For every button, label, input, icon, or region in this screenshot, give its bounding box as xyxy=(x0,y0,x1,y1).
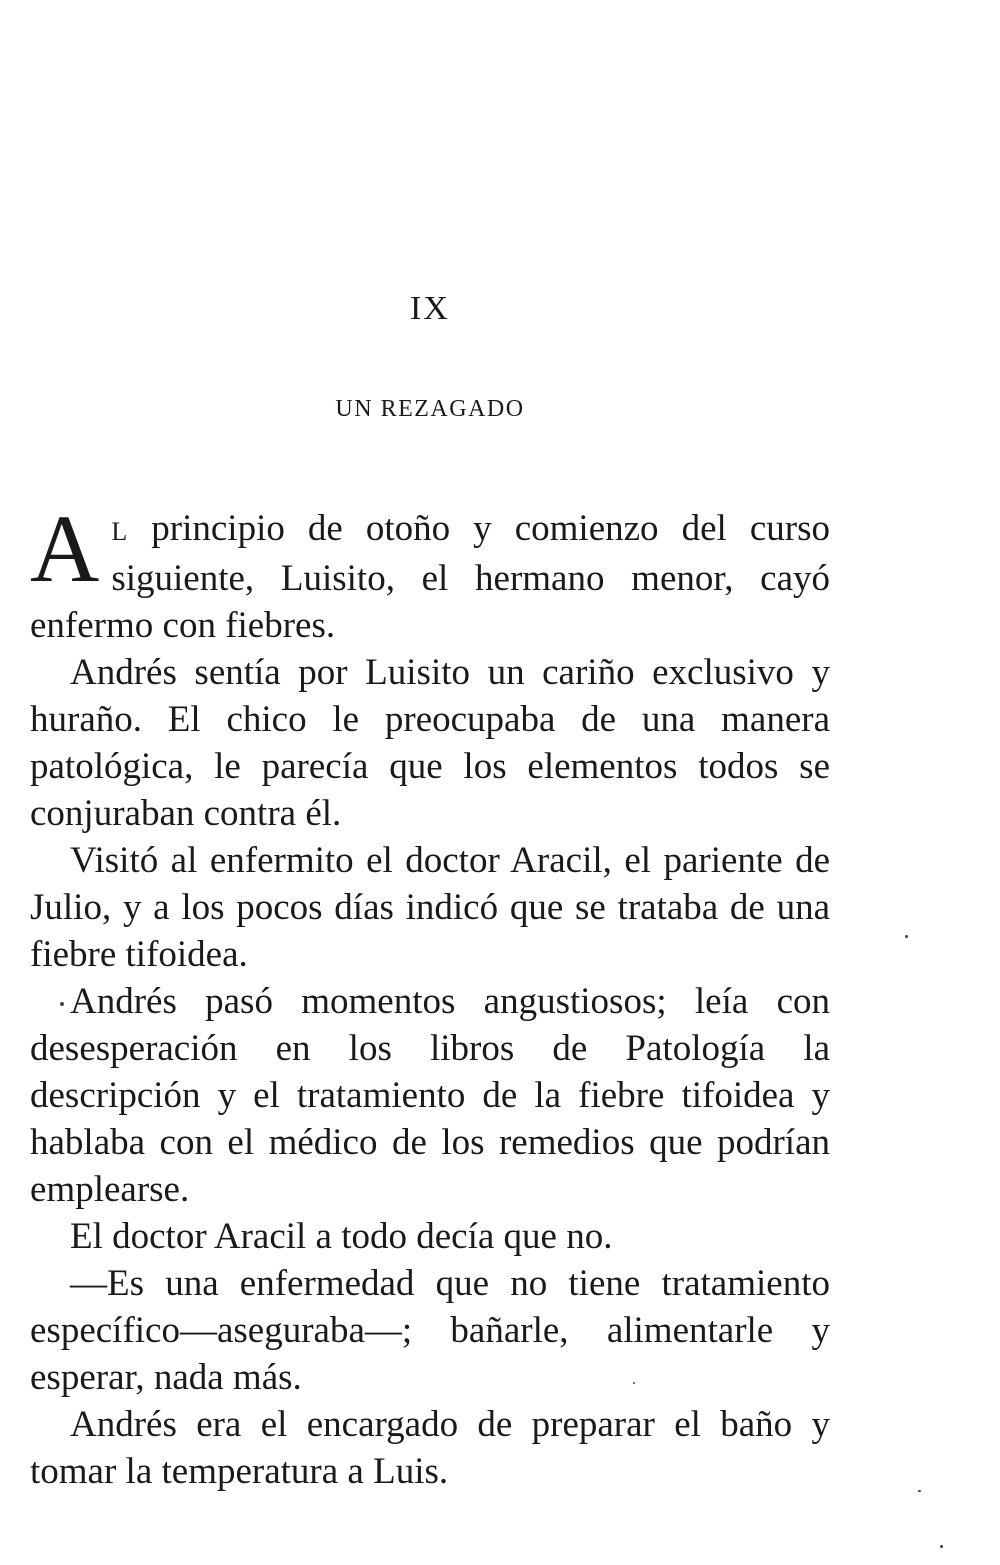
paragraph-5: El doctor Aracil a todo decía que no. xyxy=(70,1216,613,1257)
paragraph-4: Andrés pasó momentos angustiosos; leía con desesperación en los libros de Patología la descripción y el tratamiento de la fiebre tifoidea y hablaba con el médico de los remedios que podrían emplearse. xyxy=(30,981,830,1210)
paragraph-7: Andrés era el encargado de preparar el baño y tomar la temperatura a Luis. xyxy=(30,1404,830,1492)
chapter-title: UN REZAGADO xyxy=(335,396,525,422)
paragraph-1 xyxy=(30,495,830,649)
chapter-number: IX xyxy=(410,290,450,327)
scan-speck xyxy=(60,1002,64,1006)
drop-cap: A xyxy=(30,495,100,602)
paragraph-3: Visitó al enfermito el doctor Aracil, el pariente de Julio, y a los pocos días indicó que se trataba de una fiebre tifoidea. xyxy=(30,840,830,975)
paragraph-1-text: principio de otoño y comienzo del curso siguiente, Luisito, el hermano menor, cayó enfermo con fiebres. xyxy=(30,508,830,646)
scan-speck xyxy=(940,1545,943,1548)
scan-speck xyxy=(905,935,908,938)
scan-speck xyxy=(918,1490,921,1492)
paragraph-2: Andrés sentía por Luisito un cariño exclusivo y huraño. El chico le preocupaba de una manera patológica, le parecía que los elementos todos se conjuraban contra él. xyxy=(30,652,830,834)
scan-speck xyxy=(633,1382,635,1384)
paragraph-6: —Es una enfermedad que no tiene tratamiento específico—aseguraba—; bañarle, alimentarle y esperar, nada más. xyxy=(30,1263,830,1398)
chapter-body xyxy=(30,495,830,1495)
small-caps-letter: L xyxy=(111,517,129,546)
